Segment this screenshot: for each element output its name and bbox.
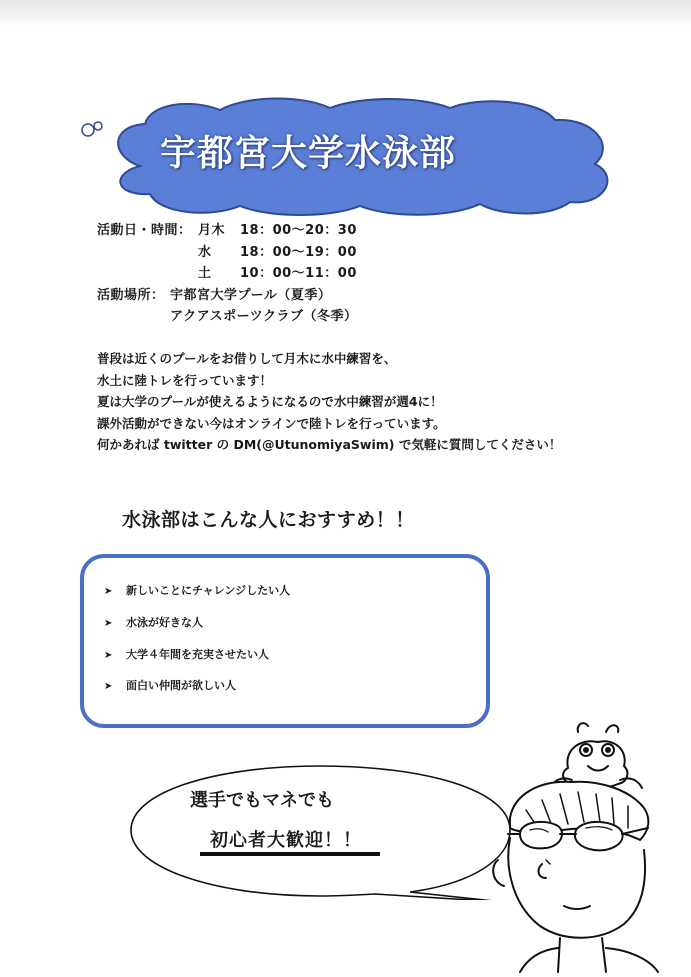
recommend-box: [80, 554, 490, 728]
intro-line: 課外活動ができない今はオンラインで陸トレを行っています。: [97, 415, 446, 431]
schedule-time-2: 18：00～19：00: [240, 245, 357, 260]
bubble-underline: [200, 852, 380, 856]
cloud-bubble-small: [82, 124, 94, 136]
cloud-bubble-tiny: [94, 122, 102, 130]
nose-shape: [539, 864, 546, 878]
recommend-item: [104, 582, 290, 598]
recommend-item-label: 水泳が好きな人: [126, 616, 203, 629]
recommend-item-label: 大学４年間を充実させたい人: [126, 648, 269, 661]
intro-line: 何かあれば twitter の DM(@UtunomiyaSwim) で気軽に質問してください！: [97, 437, 562, 452]
recommend-item: [104, 646, 269, 662]
recommend-item: [104, 677, 236, 693]
intro-line: 普段は近くのプールをお借りして月木に水中練習を、: [97, 351, 397, 366]
intro-line: 夏は大学のプールが使えるようになるので水中練習が週4に！: [97, 394, 443, 409]
recommend-item-label: 新しいことにチャレンジしたい人: [126, 584, 291, 597]
schedule-days-label: 活動日・時間：: [97, 223, 192, 238]
schedule-day-3: 土: [198, 266, 212, 281]
recommend-item: [104, 614, 203, 630]
arrow-bullet-icon: ➤: [104, 650, 113, 661]
bubble-line-2: 初心者大歓迎！！: [210, 830, 362, 851]
mascot-illustration: [480, 710, 685, 975]
page-title: 宇都宮大学水泳部: [160, 133, 457, 174]
recommend-heading: 水泳部はこんな人におすすめ！！: [122, 509, 415, 531]
schedule-place-1: 宇都宮大学プール（夏季）: [170, 288, 332, 303]
arrow-bullet-icon: ➤: [104, 618, 113, 629]
schedule-day-1: 月木: [198, 223, 226, 238]
arrow-bullet-icon: ➤: [104, 681, 113, 692]
recommend-item-label: 面白い仲間が欲しい人: [126, 679, 236, 692]
schedule-day-2: 水: [198, 245, 212, 260]
schedule-time-1: 18：00～20：30: [240, 223, 357, 238]
arrow-bullet-icon: ➤: [104, 586, 113, 597]
face-outline: [508, 838, 645, 938]
top-shadow-bar: [0, 0, 691, 26]
intro-paragraph: [97, 348, 577, 456]
bubble-line-1: 選手でもマネでも: [190, 790, 334, 811]
neck-shape: [558, 938, 606, 972]
schedule-place-2: アクアスポーツクラブ（冬季）: [170, 309, 358, 324]
mouth-shape: [564, 906, 590, 909]
schedule-time-3: 10：00～11：00: [240, 266, 357, 281]
schedule-place-label: 活動場所：: [97, 288, 165, 303]
intro-line: 水土に陸トレを行っています！: [97, 372, 273, 388]
frog-icon: [550, 723, 642, 788]
